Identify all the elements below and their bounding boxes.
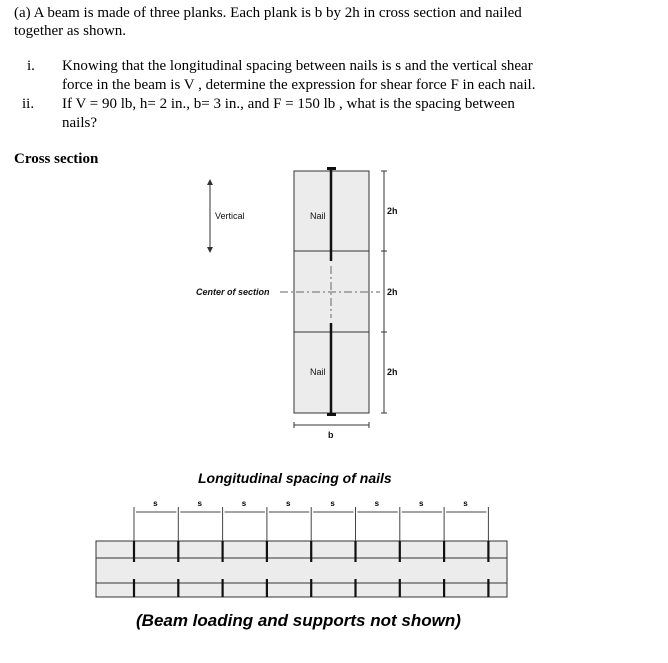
nail-label-top: Nail [310,211,326,221]
item-2-number: ii. [22,96,35,112]
item-1-line-2: force in the beam is V , determine the expression for shear force F in each nail. [62,77,536,93]
cross-section-heading: Cross section [14,151,99,167]
center-of-section-label: Center of section [196,287,270,297]
spacing-label: s [374,499,380,508]
beam-side-view [96,541,507,597]
caption: (Beam loading and supports not shown) [136,611,461,630]
height-label: 2h [387,367,398,377]
item-2-line-2: nails? [62,115,97,131]
spacing-label: s [286,499,291,508]
cross-section [196,167,398,440]
intro-line-2: together as shown. [14,23,127,39]
spacing-label: s [463,499,468,508]
spacing-label: s [153,499,158,508]
longitudinal-title: Longitudinal spacing of nails [198,470,392,486]
vertical-label: Vertical [215,211,245,221]
spacing-label: s [330,499,335,508]
item-2-line-1: If V = 90 lb, h= 2 in., b= 3 in., and F = 150 lb , what is the spacing between [62,96,515,112]
item-1-number: i. [27,58,35,74]
height-label: 2h [387,206,398,216]
nail-label-bottom: Nail [310,367,326,377]
intro-line-1: (a) A beam is made of three planks. Each plank is b by 2h in cross section and nailed [14,5,522,21]
height-label: 2h [387,287,398,297]
spacing-label: s [418,499,424,508]
spacing-label: s [241,499,247,508]
item-1-line-1: Knowing that the longitudinal spacing between nails is s and the vertical shear [62,58,533,74]
spacing-label: s [197,499,202,508]
width-label: b [328,430,334,440]
